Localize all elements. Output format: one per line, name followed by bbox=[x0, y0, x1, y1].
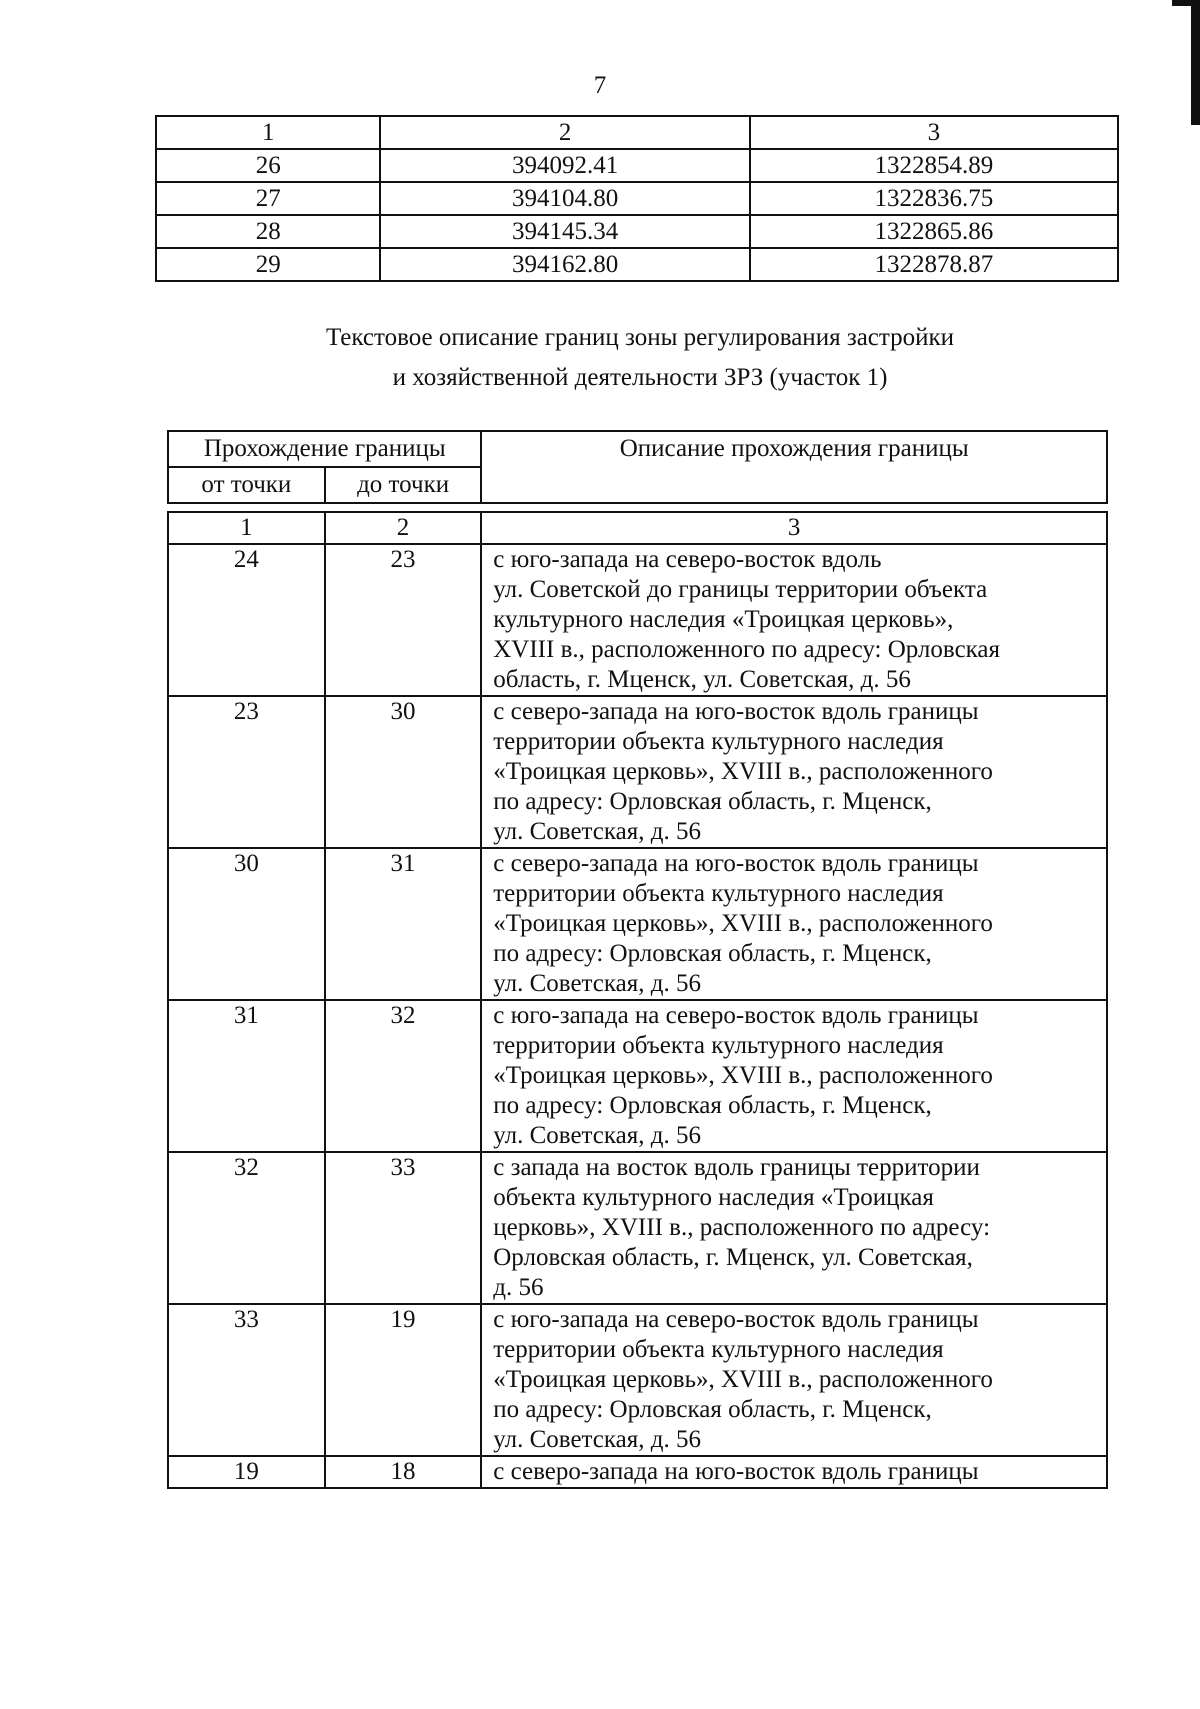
description-line: с юго-запада на северо-восток вдоль границы bbox=[493, 1306, 979, 1333]
point-number: 28 bbox=[156, 215, 380, 248]
table-row bbox=[156, 248, 1118, 281]
table-row bbox=[168, 1456, 1107, 1488]
table-row bbox=[156, 149, 1118, 182]
from-point: 30 bbox=[168, 848, 325, 1000]
description-line: ул. Советская, д. 56 bbox=[493, 1122, 701, 1149]
column-header: 3 bbox=[750, 116, 1118, 149]
description-line: территории объекта культурного наследия bbox=[493, 880, 944, 907]
scan-mark bbox=[1191, 0, 1200, 125]
header-to-point: до точки bbox=[325, 467, 482, 503]
boundary-description bbox=[481, 1000, 1107, 1152]
description-line: культурного наследия «Троицкая церковь», bbox=[493, 606, 954, 633]
from-point: 19 bbox=[168, 1456, 325, 1488]
column-index: 3 bbox=[481, 512, 1107, 544]
table-row bbox=[168, 696, 1107, 848]
description-line: с северо-запада на юго-восток вдоль границы bbox=[493, 850, 979, 877]
from-point: 33 bbox=[168, 1304, 325, 1456]
column-header: 1 bbox=[156, 116, 380, 149]
description-line: территории объекта культурного наследия bbox=[493, 1336, 944, 1363]
from-point: 31 bbox=[168, 1000, 325, 1152]
description-line: Орловская область, г. Мценск, ул. Советская, bbox=[493, 1244, 973, 1271]
to-point: 31 bbox=[325, 848, 482, 1000]
description-line: «Троицкая церковь», XVIII в., расположенного bbox=[493, 758, 993, 785]
description-line: с северо-запада на юго-восток вдоль границы bbox=[493, 1458, 979, 1485]
section-title-line: Текстовое описание границ зоны регулирования застройки bbox=[325, 324, 955, 351]
to-point: 30 bbox=[325, 696, 482, 848]
boundary-description bbox=[481, 848, 1107, 1000]
boundary-table bbox=[167, 511, 1108, 1489]
boundary-description bbox=[481, 1456, 1107, 1488]
to-point: 19 bbox=[325, 1304, 482, 1456]
header-from-point: от точки bbox=[168, 467, 325, 503]
column-index-row bbox=[168, 512, 1107, 544]
description-line: «Троицкая церковь», XVIII в., расположенного bbox=[493, 1062, 993, 1089]
from-point: 32 bbox=[168, 1152, 325, 1304]
table-header-row bbox=[156, 116, 1118, 149]
to-point: 32 bbox=[325, 1000, 482, 1152]
description-line: ул. Советская, д. 56 bbox=[493, 970, 701, 997]
point-number: 27 bbox=[156, 182, 380, 215]
table-row bbox=[168, 1152, 1107, 1304]
boundary-description bbox=[481, 544, 1107, 696]
boundary-table-header bbox=[167, 430, 1108, 504]
description-line: с северо-запада на юго-восток вдоль границы bbox=[493, 698, 979, 725]
coordinate-x: 394162.80 bbox=[380, 248, 749, 281]
to-point: 18 bbox=[325, 1456, 482, 1488]
to-point: 33 bbox=[325, 1152, 482, 1304]
header-boundary-description: Описание прохождения границы bbox=[481, 431, 1107, 503]
boundary-description bbox=[481, 696, 1107, 848]
description-line: ул. Советской до границы территории объекта bbox=[493, 576, 988, 603]
coordinates-table bbox=[155, 115, 1119, 282]
description-line: с запада на восток вдоль границы территории bbox=[493, 1154, 980, 1181]
column-index: 1 bbox=[168, 512, 325, 544]
coordinate-x: 394145.34 bbox=[380, 215, 749, 248]
from-point: 23 bbox=[168, 696, 325, 848]
description-line: по адресу: Орловская область, г. Мценск, bbox=[493, 1396, 932, 1423]
header-boundary-passage: Прохождение границы bbox=[168, 431, 481, 467]
description-line: д. 56 bbox=[493, 1274, 544, 1301]
description-line: с юго-запада на северо-восток вдоль границы bbox=[493, 1002, 979, 1029]
page-number: 7 bbox=[593, 72, 607, 99]
coordinate-y: 1322854.89 bbox=[750, 149, 1118, 182]
description-line: по адресу: Орловская область, г. Мценск, bbox=[493, 788, 932, 815]
table-row bbox=[168, 544, 1107, 696]
coordinate-y: 1322836.75 bbox=[750, 182, 1118, 215]
coordinate-x: 394104.80 bbox=[380, 182, 749, 215]
coordinate-y: 1322865.86 bbox=[750, 215, 1118, 248]
to-point: 23 bbox=[325, 544, 482, 696]
table-row bbox=[168, 1304, 1107, 1456]
boundary-description bbox=[481, 1152, 1107, 1304]
description-line: по адресу: Орловская область, г. Мценск, bbox=[493, 940, 932, 967]
point-number: 29 bbox=[156, 248, 380, 281]
coordinate-y: 1322878.87 bbox=[750, 248, 1118, 281]
description-line: территории объекта культурного наследия bbox=[493, 728, 944, 755]
description-line: с юго-запада на северо-восток вдоль bbox=[493, 546, 882, 573]
description-line: ул. Советская, д. 56 bbox=[493, 1426, 701, 1453]
table-row bbox=[156, 182, 1118, 215]
description-line: объекта культурного наследия «Троицкая bbox=[493, 1184, 934, 1211]
description-line: территории объекта культурного наследия bbox=[493, 1032, 944, 1059]
table-row bbox=[168, 848, 1107, 1000]
section-title bbox=[0, 318, 1200, 398]
column-header: 2 bbox=[380, 116, 749, 149]
point-number: 26 bbox=[156, 149, 380, 182]
boundary-description bbox=[481, 1304, 1107, 1456]
description-line: церковь», XVIII в., расположенного по адресу: bbox=[493, 1214, 991, 1241]
table-row bbox=[156, 215, 1118, 248]
column-index: 2 bbox=[325, 512, 482, 544]
description-line: область, г. Мценск, ул. Советская, д. 56 bbox=[493, 666, 911, 693]
description-line: XVIII в., расположенного по адресу: Орловская bbox=[493, 636, 1001, 663]
section-title-line: и хозяйственной деятельности ЗРЗ (участок 1) bbox=[392, 364, 888, 391]
description-line: по адресу: Орловская область, г. Мценск, bbox=[493, 1092, 932, 1119]
coordinate-x: 394092.41 bbox=[380, 149, 749, 182]
table-row bbox=[168, 1000, 1107, 1152]
from-point: 24 bbox=[168, 544, 325, 696]
description-line: «Троицкая церковь», XVIII в., расположенного bbox=[493, 910, 993, 937]
description-line: «Троицкая церковь», XVIII в., расположенного bbox=[493, 1366, 993, 1393]
description-line: ул. Советская, д. 56 bbox=[493, 818, 701, 845]
